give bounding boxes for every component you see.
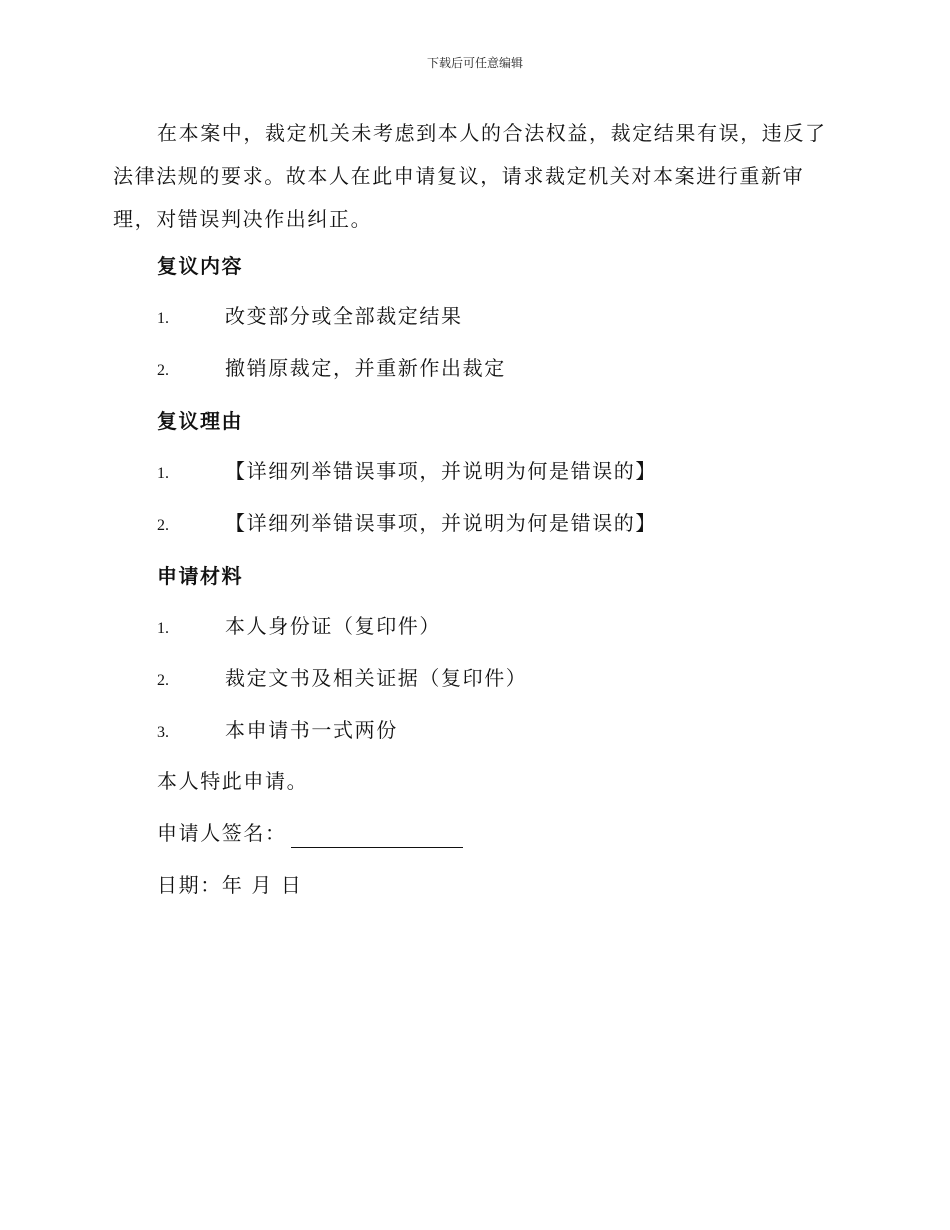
list-number: 2. bbox=[157, 672, 169, 689]
signature-blank-line bbox=[291, 825, 463, 848]
signature-label: 申请人签名： bbox=[157, 821, 287, 845]
list-text: 【详细列举错误事项，并说明为何是错误的】 bbox=[225, 511, 657, 535]
page-header: 下载后可任意编辑 bbox=[426, 56, 523, 70]
list-number: 1. bbox=[157, 310, 169, 327]
section-title-review-content: 复议内容 bbox=[157, 254, 243, 278]
list-text: 本申请书一式两份 bbox=[225, 718, 398, 742]
date-value: 年 月 日 bbox=[221, 873, 303, 897]
list-number: 1. bbox=[157, 620, 169, 637]
intro-paragraph: 在本案中，裁定机关未考虑到本人的合法权益，裁定结果有误，违反了法律法规的要求。故本人在此申请复议，请求裁定机关对本案进行重新审理，对错误判决作出纠正。 bbox=[113, 121, 827, 231]
list-number: 2. bbox=[157, 362, 169, 379]
list-text: 裁定文书及相关证据（复印件） bbox=[225, 666, 528, 690]
list-item bbox=[157, 611, 441, 641]
signature-row bbox=[157, 818, 463, 848]
list-number: 2. bbox=[157, 517, 169, 534]
list-text: 本人身份证（复印件） bbox=[225, 614, 441, 638]
list-number: 3. bbox=[157, 724, 169, 741]
section-title-review-reason: 复议理由 bbox=[157, 409, 243, 433]
section-title-materials: 申请材料 bbox=[157, 564, 243, 588]
list-text: 改变部分或全部裁定结果 bbox=[225, 304, 463, 328]
closing-statement: 本人特此申请。 bbox=[157, 769, 309, 793]
list-item bbox=[157, 663, 527, 693]
date-row bbox=[157, 870, 303, 900]
date-label: 日期： bbox=[157, 873, 222, 897]
list-item bbox=[157, 715, 398, 745]
list-number: 1. bbox=[157, 465, 169, 482]
list-item bbox=[157, 353, 506, 383]
list-item bbox=[157, 456, 657, 486]
list-text: 【详细列举错误事项，并说明为何是错误的】 bbox=[225, 459, 657, 483]
list-item bbox=[157, 508, 657, 538]
list-item bbox=[157, 301, 463, 331]
list-text: 撤销原裁定，并重新作出裁定 bbox=[225, 356, 506, 380]
